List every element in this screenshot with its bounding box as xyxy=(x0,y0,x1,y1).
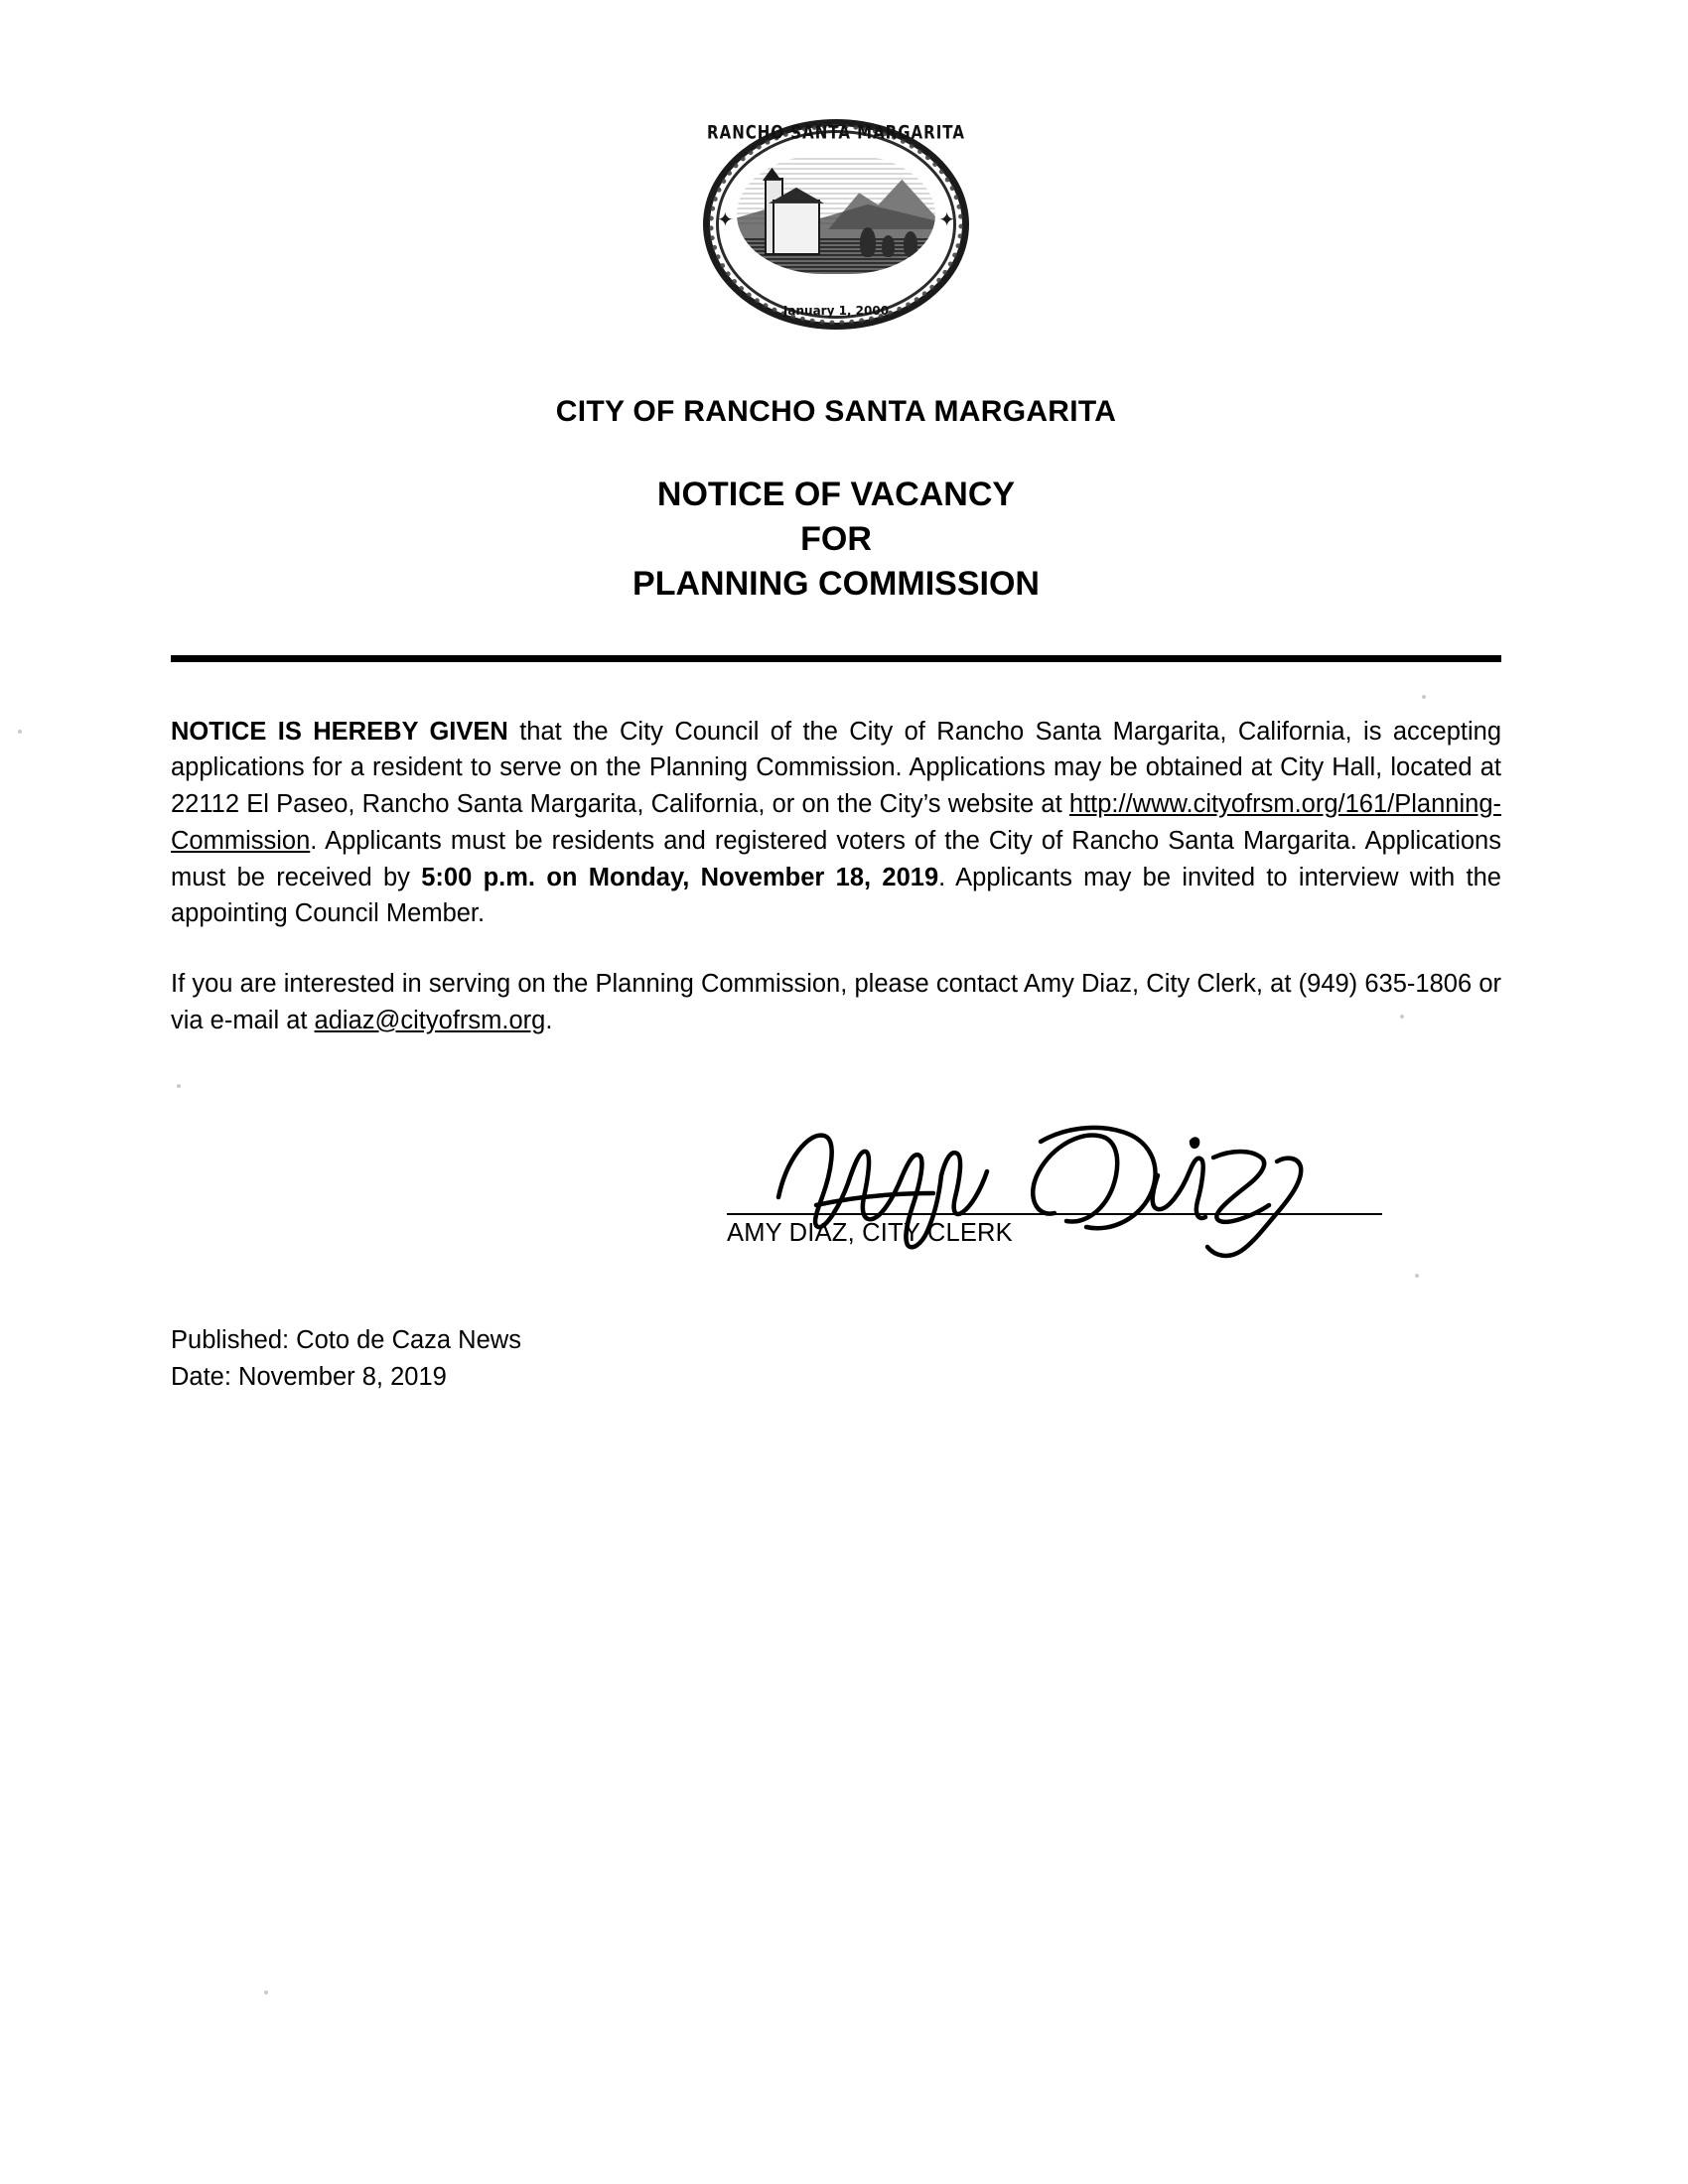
notice-text-b: . Applicants must be residents and registered voters of the City of Rancho Santa Margarita. Applications must be received by xyxy=(171,826,1501,891)
city-seal-icon xyxy=(703,119,969,330)
contact-text-b: . xyxy=(545,1006,553,1034)
signatory-name: AMY DIAZ, CITY CLERK xyxy=(727,1219,1013,1248)
application-deadline: 5:00 p.m. on Monday, November 18, 2019 xyxy=(421,863,939,891)
paragraph-contact xyxy=(171,966,1501,1038)
scan-speck xyxy=(18,730,22,734)
planning-commission-link[interactable]: http://www.cityofrsm.org/161/Planning-Commission xyxy=(171,790,1501,855)
seal-tree xyxy=(860,227,876,257)
publication-info xyxy=(171,1322,1501,1394)
title-line-1: NOTICE OF VACANCY xyxy=(656,476,1016,513)
horizontal-divider xyxy=(171,655,1501,662)
paragraph-notice xyxy=(171,714,1501,932)
published-in: Published: Coto de Caza News xyxy=(171,1326,521,1355)
clerk-email-link[interactable]: adiaz@cityofrsm.org xyxy=(314,1006,546,1034)
signature-block xyxy=(171,1096,1501,1265)
notice-lead-in: NOTICE IS HEREBY GIVEN xyxy=(171,717,508,746)
seal-landscape-illustration xyxy=(737,155,935,274)
seal-container xyxy=(171,0,1501,330)
seal-building xyxy=(773,200,820,255)
published-date: Date: November 8, 2019 xyxy=(171,1362,447,1391)
seal-star-icon: ✦ xyxy=(938,209,955,231)
seal-bottom-text: January 1, 2000 xyxy=(782,304,890,318)
seal-top-text: RANCHO SANTA MARGARITA xyxy=(707,120,965,144)
title-line-2: FOR xyxy=(800,520,872,559)
contact-text-a: If you are interested in serving on the Planning Commission, please contact Amy Diaz, City Clerk, at (949) 635-1806 or via e-mail at xyxy=(171,969,1501,1034)
seal-tree xyxy=(882,235,895,257)
notice-body xyxy=(171,714,1501,1039)
page-title xyxy=(171,473,1501,608)
seal-star-icon: ✦ xyxy=(717,209,734,231)
scan-speck xyxy=(264,1990,268,1994)
notice-text-c: . Applicants may be invited to interview with the appointing Council Member. xyxy=(171,863,1501,928)
title-line-3: PLANNING COMMISSION xyxy=(633,565,1040,604)
document-content xyxy=(171,0,1501,1395)
notice-text-a: that the City Council of the City of Rancho Santa Margarita, California, is accepting applications for a resident to serve on the Planning Commission. Applications may be obtained at City Hall, located at 22112 El Paseo, Rancho Santa Margarita, California, or on the City’s website at xyxy=(171,717,1502,819)
organization-name: CITY OF RANCHO SANTA MARGARITA xyxy=(555,395,1117,428)
signature-line xyxy=(727,1213,1382,1215)
seal-tree xyxy=(904,231,917,257)
